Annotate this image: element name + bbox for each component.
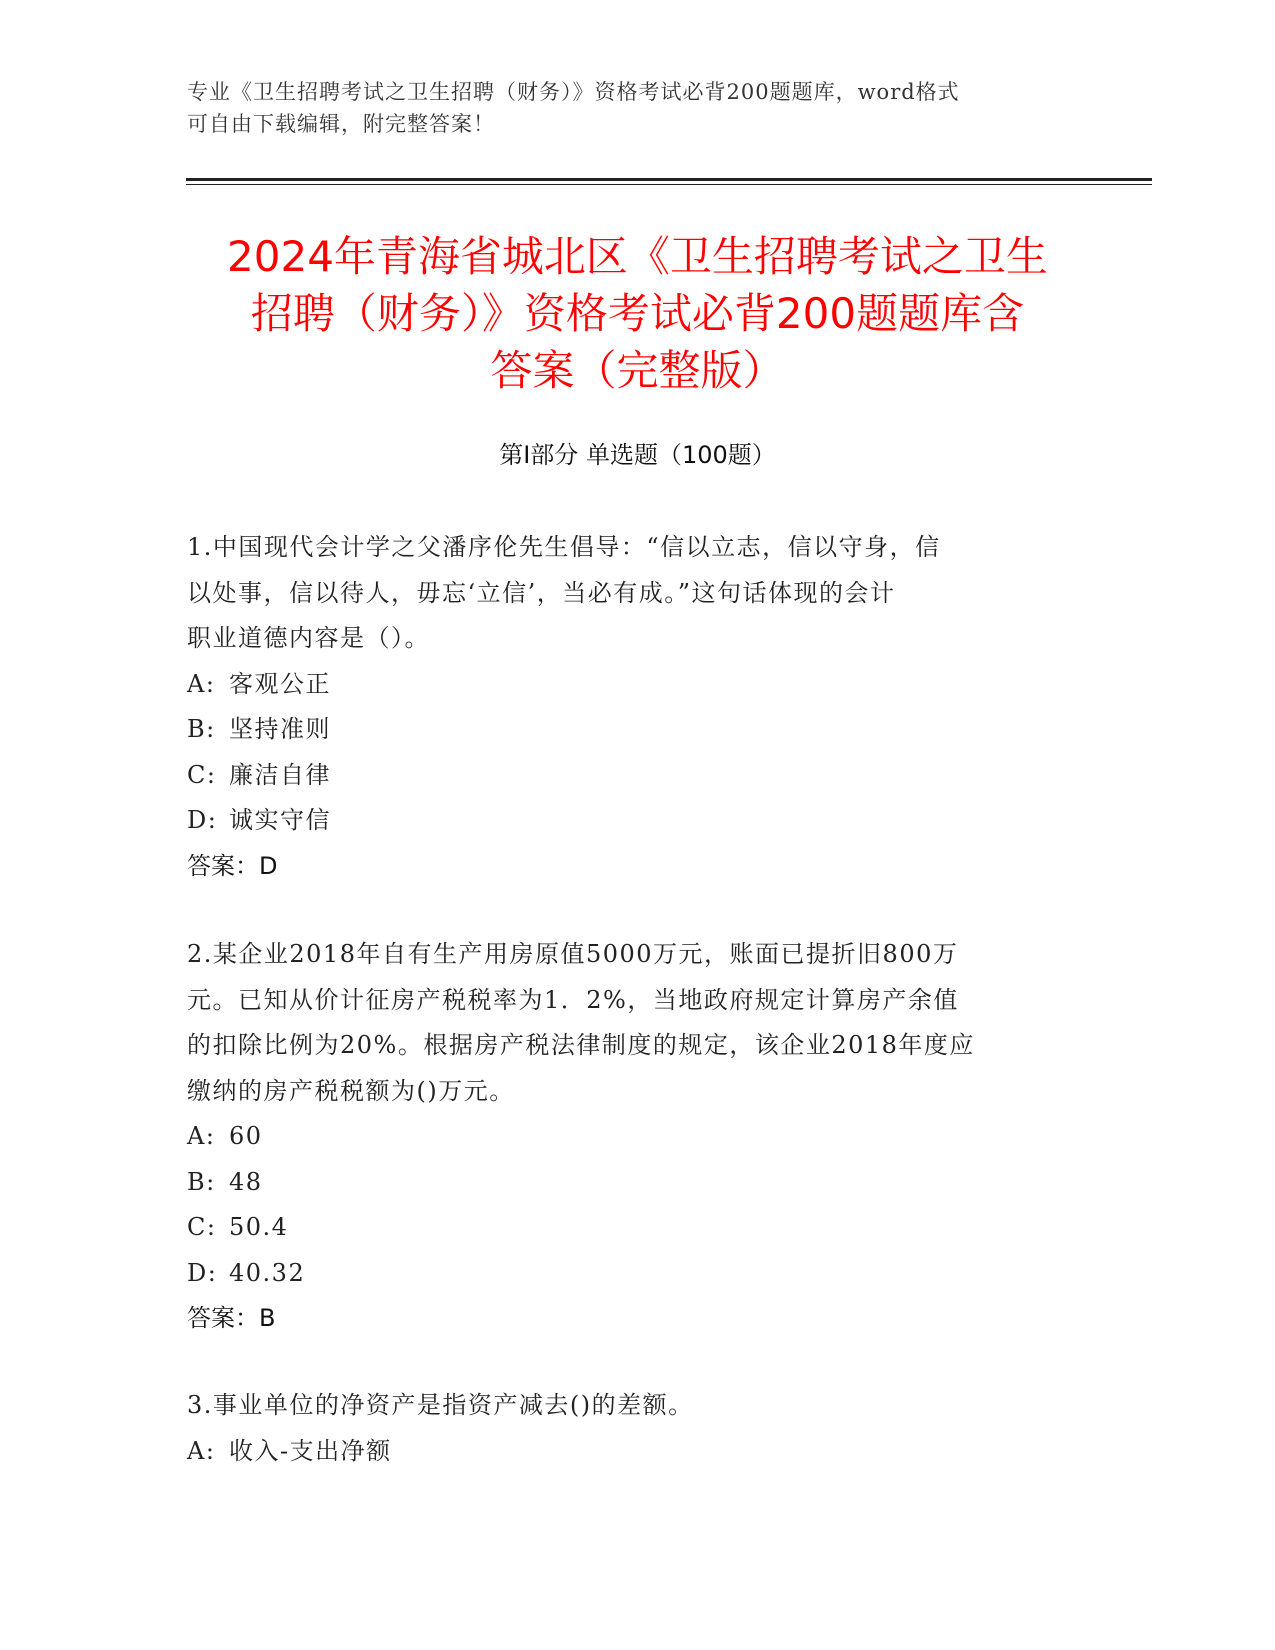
question-stem <box>187 932 1077 1114</box>
document-title-line-1: 2024年青海省城北区《卫生招聘考试之卫生 <box>227 232 1048 281</box>
option-text: 坚持准则 <box>229 715 331 743</box>
stem-line: 3.事业单位的净资产是指资产减去()的差额。 <box>187 1391 694 1419</box>
stem-line: 职业道德内容是（）。 <box>187 624 430 652</box>
question-2 <box>187 932 1077 1342</box>
header-note-line-1: 专业《卫生招聘考试之卫生招聘（财务）》资格考试必背200题题库，word格式 <box>187 80 960 104</box>
option-text: 诚实守信 <box>229 806 331 834</box>
question-1 <box>187 525 1077 889</box>
option-c <box>187 1205 1077 1251</box>
document-title-line-3: 答案（完整版） <box>490 346 785 395</box>
option-text: 48 <box>229 1167 263 1196</box>
option-b <box>187 707 1077 753</box>
option-key: A: <box>187 669 216 698</box>
header-note <box>187 76 1067 140</box>
option-c <box>187 753 1077 799</box>
option-key: C: <box>187 1213 217 1241</box>
option-key: C: <box>187 760 217 789</box>
stem-line: 2.某企业2018年自有生产用房原值5000万元，账面已提折旧800万 <box>187 940 959 968</box>
header-divider-thick <box>186 178 1152 181</box>
option-key: A: <box>187 1436 216 1465</box>
option-key: D: <box>187 806 218 834</box>
document-title-line-2: 招聘（财务）》资格考试必背200题题库含 <box>250 289 1025 338</box>
option-key: A: <box>187 1122 216 1150</box>
option-text: 收入-支出净额 <box>229 1436 392 1465</box>
stem-line: 的扣除比例为20%。根据房产税法律制度的规定，该企业2018年度应 <box>187 1031 975 1059</box>
option-text: 50.4 <box>229 1213 289 1241</box>
option-text: 40.32 <box>229 1258 306 1287</box>
section-heading: 第Ⅰ部分 单选题（100题） <box>499 441 776 469</box>
question-3 <box>187 1383 1077 1474</box>
option-key: B: <box>187 1167 216 1196</box>
option-a <box>187 1114 1077 1160</box>
stem-line: 元。已知从价计征房产税税率为1．2%，当地政府规定计算房产余值 <box>187 985 959 1014</box>
option-d <box>187 798 1077 844</box>
option-a <box>187 1429 1077 1475</box>
option-text: 60 <box>229 1122 263 1150</box>
option-key: B: <box>187 715 216 743</box>
header-divider-thin <box>186 184 1152 185</box>
document-title <box>160 228 1115 399</box>
stem-line: 以处事，信以待人，毋忘‘立信’，当必有成。”这句话体现的会计 <box>187 578 896 607</box>
option-text: 客观公正 <box>229 669 331 698</box>
stem-line: 缴纳的房产税税额为()万元。 <box>187 1076 515 1105</box>
question-stem <box>187 1383 1077 1429</box>
option-text: 廉洁自律 <box>229 760 331 789</box>
question-stem <box>187 525 1077 662</box>
answer-line: 答案：D <box>187 851 278 880</box>
header-note-line-2: 可自由下载编辑，附完整答案！ <box>187 112 495 136</box>
option-b <box>187 1160 1077 1206</box>
stem-line: 1.中国现代会计学之父潘序伦先生倡导：“信以立志，信以守身，信 <box>187 533 941 561</box>
option-a <box>187 662 1077 708</box>
option-d <box>187 1251 1077 1297</box>
answer-line: 答案：B <box>187 1304 276 1332</box>
option-key: D: <box>187 1258 218 1287</box>
